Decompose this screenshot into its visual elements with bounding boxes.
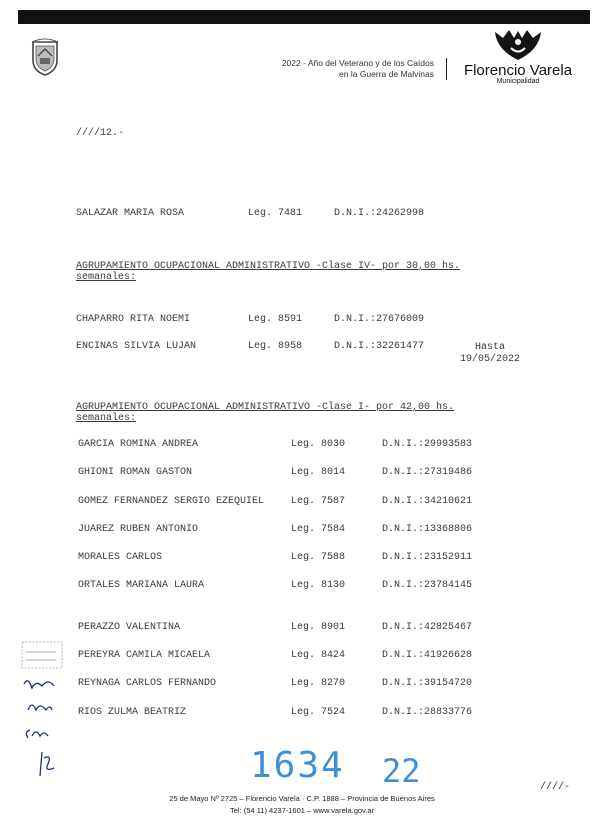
list-item xyxy=(78,580,538,594)
group-heading-line-2: semanales: xyxy=(76,272,137,283)
group-heading-line-1: AGRUPAMIENTO OCUPACIONAL ADMINISTRATIVO -Clase IV- por 30,00 hs. xyxy=(76,261,461,272)
top-black-bar xyxy=(18,10,590,24)
brand-name: Florencio Varela xyxy=(463,62,573,79)
brand-subtitle: Municipalidad xyxy=(496,78,540,85)
employee-dni: D.N.I.:41926628 xyxy=(382,650,473,661)
list-item xyxy=(76,341,496,355)
employee-file-number: Leg. 7587 xyxy=(291,496,346,507)
handwritten-initials-icon xyxy=(18,640,72,780)
list-item xyxy=(78,524,538,538)
list-item xyxy=(78,707,538,721)
group-heading xyxy=(76,261,566,283)
protocol-stamp-year: 22 xyxy=(382,752,421,790)
employee-file-number: Leg. 7524 xyxy=(291,707,346,718)
employee-file-number: Leg. 8014 xyxy=(291,467,346,478)
employee-dni: D.N.I.:39154720 xyxy=(382,678,473,689)
employee-dni: D.N.I.:42825467 xyxy=(382,622,473,633)
employee-name: GOMEZ FERNANDEZ SERGIO EZEQUIEL xyxy=(78,496,265,507)
end-date-note xyxy=(460,342,520,366)
employee-dni: D.N.I.:23784145 xyxy=(382,580,473,591)
employee-name: RIOS ZULMA BEATRIZ xyxy=(78,707,187,718)
header-divider xyxy=(446,58,447,80)
employee-file-number: Leg. 8958 xyxy=(248,341,303,352)
end-date-label: Hasta xyxy=(475,342,506,353)
employee-file-number: Leg. 8130 xyxy=(291,580,346,591)
employee-file-number: Leg. 8270 xyxy=(291,678,346,689)
employee-file-number: Leg. 7481 xyxy=(248,208,303,219)
employee-dni: D.N.I.:32261477 xyxy=(334,341,425,352)
group-heading-line-1: AGRUPAMIENTO OCUPACIONAL ADMINISTRATIVO -Clase I- por 42,00 hs. xyxy=(76,402,455,413)
list-item xyxy=(78,622,538,636)
employee-dni: D.N.I.:13368806 xyxy=(382,524,473,535)
motto-line-1: 2022 - Año del Veterano y de los Caídos xyxy=(281,58,434,68)
list-item xyxy=(78,467,538,481)
list-item xyxy=(76,208,496,222)
employee-dni: D.N.I.:34210621 xyxy=(382,496,473,507)
employee-file-number: Leg. 8901 xyxy=(291,622,346,633)
employee-name: PERAZZO VALENTINA xyxy=(78,622,181,633)
page-reference: ////12.- xyxy=(76,128,125,139)
list-item xyxy=(78,439,538,453)
list-item xyxy=(78,678,538,692)
employee-dni: D.N.I.:27319486 xyxy=(382,467,473,478)
employee-file-number: Leg. 7588 xyxy=(291,552,346,563)
protocol-stamp-number: 1634 xyxy=(250,745,345,786)
footer-contact: Tel: (54 11) 4237-1601 – www.varela.gov.ar xyxy=(230,806,374,815)
employee-file-number: Leg. 7584 xyxy=(291,524,346,535)
list-item xyxy=(78,650,538,664)
footer-address: 25 de Mayo Nº 2725 – Florencio Varela · C.P. 1888 – Provincia de Buenos Aires xyxy=(169,794,435,803)
employee-name: GARCIA ROMINA ANDREA xyxy=(78,439,199,450)
employee-dni: D.N.I.:24262998 xyxy=(334,208,425,219)
municipal-brand xyxy=(453,28,583,86)
list-item xyxy=(78,552,538,566)
employee-name: REYNAGA CARLOS FERNANDO xyxy=(78,678,217,689)
employee-dni: D.N.I.:27676009 xyxy=(334,314,425,325)
florencio-varela-logo-icon xyxy=(491,28,545,62)
employee-name: CHAPARRO RITA NOEMI xyxy=(76,314,191,325)
employee-file-number: Leg. 8591 xyxy=(248,314,303,325)
coat-of-arms-icon xyxy=(30,38,60,76)
employee-file-number: Leg. 8424 xyxy=(291,650,346,661)
group-heading xyxy=(76,402,566,424)
employee-name: SALAZAR MARIA ROSA xyxy=(76,208,185,219)
employee-dni: D.N.I.:23152911 xyxy=(382,552,473,563)
employee-name: JUAREZ RUBEN ANTONIO xyxy=(78,524,199,535)
employee-name: ORTALES MARIANA LAURA xyxy=(78,580,205,591)
employee-name: ENCINAS SILVIA LUJAN xyxy=(76,341,197,352)
employee-dni: D.N.I.:29993583 xyxy=(382,439,473,450)
end-date-value: 19/05/2022 xyxy=(460,354,521,365)
year-motto xyxy=(282,58,434,80)
employee-dni: D.N.I.:28833776 xyxy=(382,707,473,718)
employee-name: PEREYRA CAMILA MICAELA xyxy=(78,650,211,661)
employee-name: MORALES CARLOS xyxy=(78,552,163,563)
employee-name: GHIONI ROMAN GASTON xyxy=(78,467,193,478)
employee-file-number: Leg. 8030 xyxy=(291,439,346,450)
continuation-mark: ////- xyxy=(540,782,571,793)
group-heading-line-2: semanales: xyxy=(76,413,137,424)
list-item xyxy=(76,314,496,328)
motto-line-2: en la Guerra de Malvinas xyxy=(339,69,434,79)
list-item xyxy=(78,496,538,510)
